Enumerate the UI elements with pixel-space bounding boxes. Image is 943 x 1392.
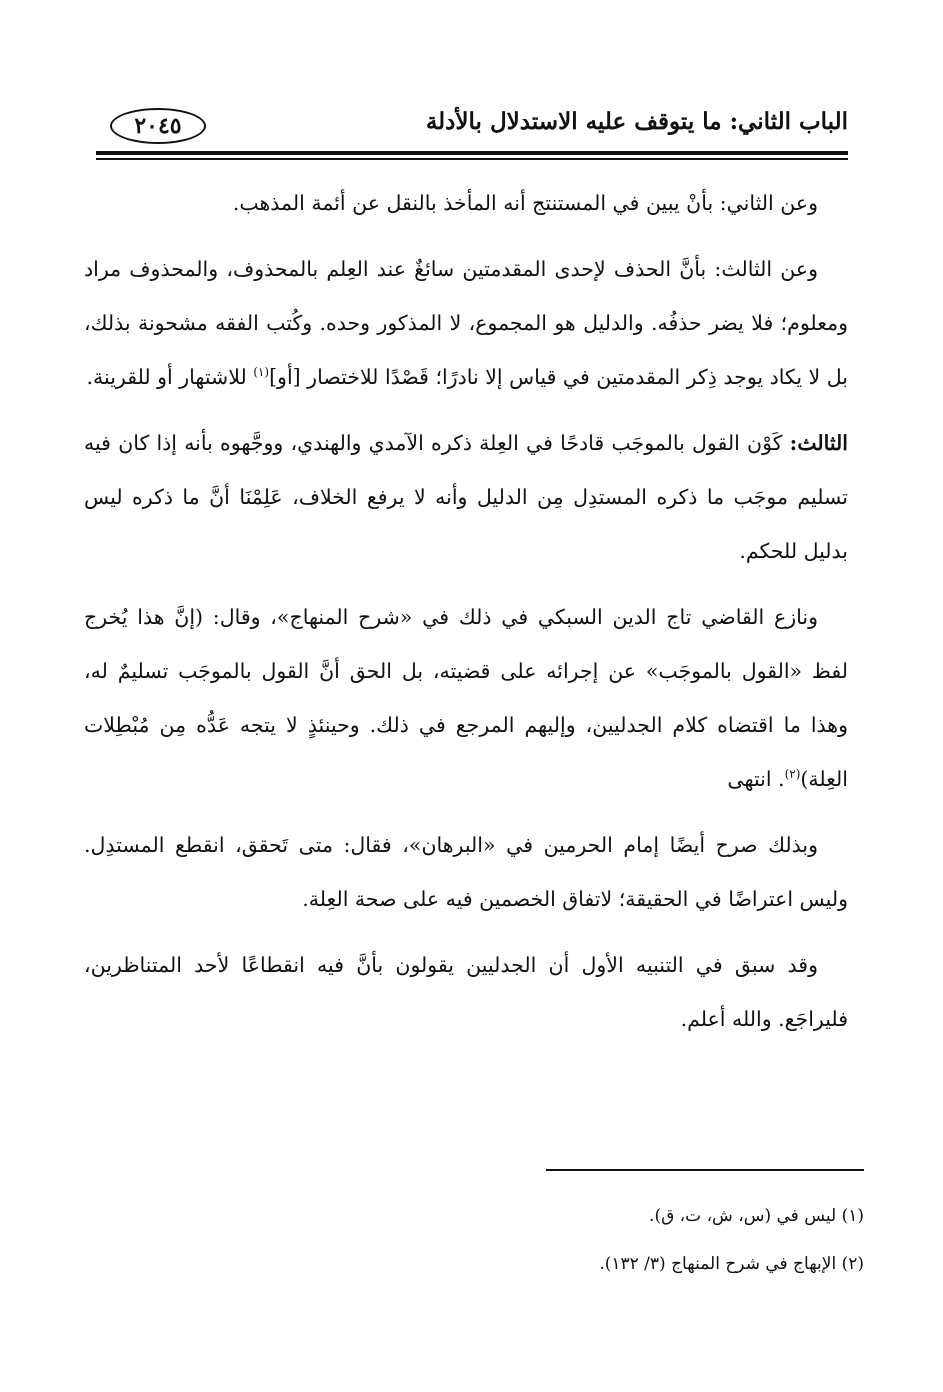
paragraph-3 [84,416,848,578]
paragraph-4-text: ونازع القاضي تاج الدين السبكي في ذلك في «شرح المنهاج»، وقال: (إنَّ هذا يُخرج لفظ «القول بالموجَب» عن إجرائه على قضيته، بل الحق أنَّ القول بالموجَب تسليمٌ له، وهذا ما اقتضاه كلام الجدليين، وإليهم المرجع في ذلك. وحينئذٍ لا يتجه عَدُّه مِن مُبْطِلات العِلة) [84,605,848,791]
paragraph-4-tail: . انتهى [727,767,785,791]
paragraph-2-text: وعن الثالث: بأنَّ الحذف لإحدى المقدمتين سائغٌ عند العِلم بالمحذوف، والمحذوف مراد ومعلوم؛ فلا يضر حذفُه. والدليل هو المجموع، لا المذكور وحده. وكُتب الفقه مشحونة بذلك، بل لا يكاد يوجد ذِكر المقدمتين في قياس إلا نادرًا؛ قَصْدًا للاختصار [أو] [84,257,848,389]
page-number: ٢٠٤٥ [110,108,206,144]
main-text [84,176,848,1058]
footnote-2: (٢) الإبهاج في شرح المنهاج (٣/ ١٣٢). [599,1254,864,1274]
footnote-ref-1: (١) [253,365,270,380]
paragraph-1: وعن الثاني: بأنْ يبين في المستنتج أنه المأخذ بالنقل عن أئمة المذهب. [232,191,818,215]
chapter-title: الباب الثاني: ما يتوقف عليه الاستدلال بالأدلة [425,108,848,135]
paragraph-5: وبذلك صرح أيضًا إمام الحرمين في «البرهان»، فقال: متى تَحقق، انقطع المستدِل. وليس اعتراضًا في الحقيقة؛ لاتفاق الخصمين فيه على صحة العِلة. [84,833,848,911]
paragraph-4 [84,590,848,806]
footnotes [400,1192,864,1288]
paragraph-3-text: كَوْن القول بالموجَب قادحًا في العِلة ذكره الآمدي والهندي، ووجَّهوه بأنه إذا كان فيه تسليم موجَب ما ذكره المستدِل مِن الدليل وأنه لا يرفع الخلاف، عَلِمْنَا أنَّ ما ذكره ليس بدليل للحكم. [84,431,848,563]
header-rule-thin [96,158,848,160]
footnote-ref-2: (٢) [784,767,801,782]
header-rule-thick [96,151,848,155]
paragraph-6: وقد سبق في التنبيه الأول أن الجدليين يقولون بأنَّ فيه انقطاعًا لأحد المتناظرين، فليراجَع. والله أعلم. [84,953,848,1031]
running-header [96,100,848,152]
footnote-1: (١) ليس في (س، ش، ت، ق). [649,1206,864,1226]
paragraph-2-tail: للاشتهار أو للقرينة. [86,365,254,389]
paragraph-2 [84,242,848,404]
footnote-separator [546,1169,864,1171]
paragraph-3-heading: الثالث: [789,431,848,455]
